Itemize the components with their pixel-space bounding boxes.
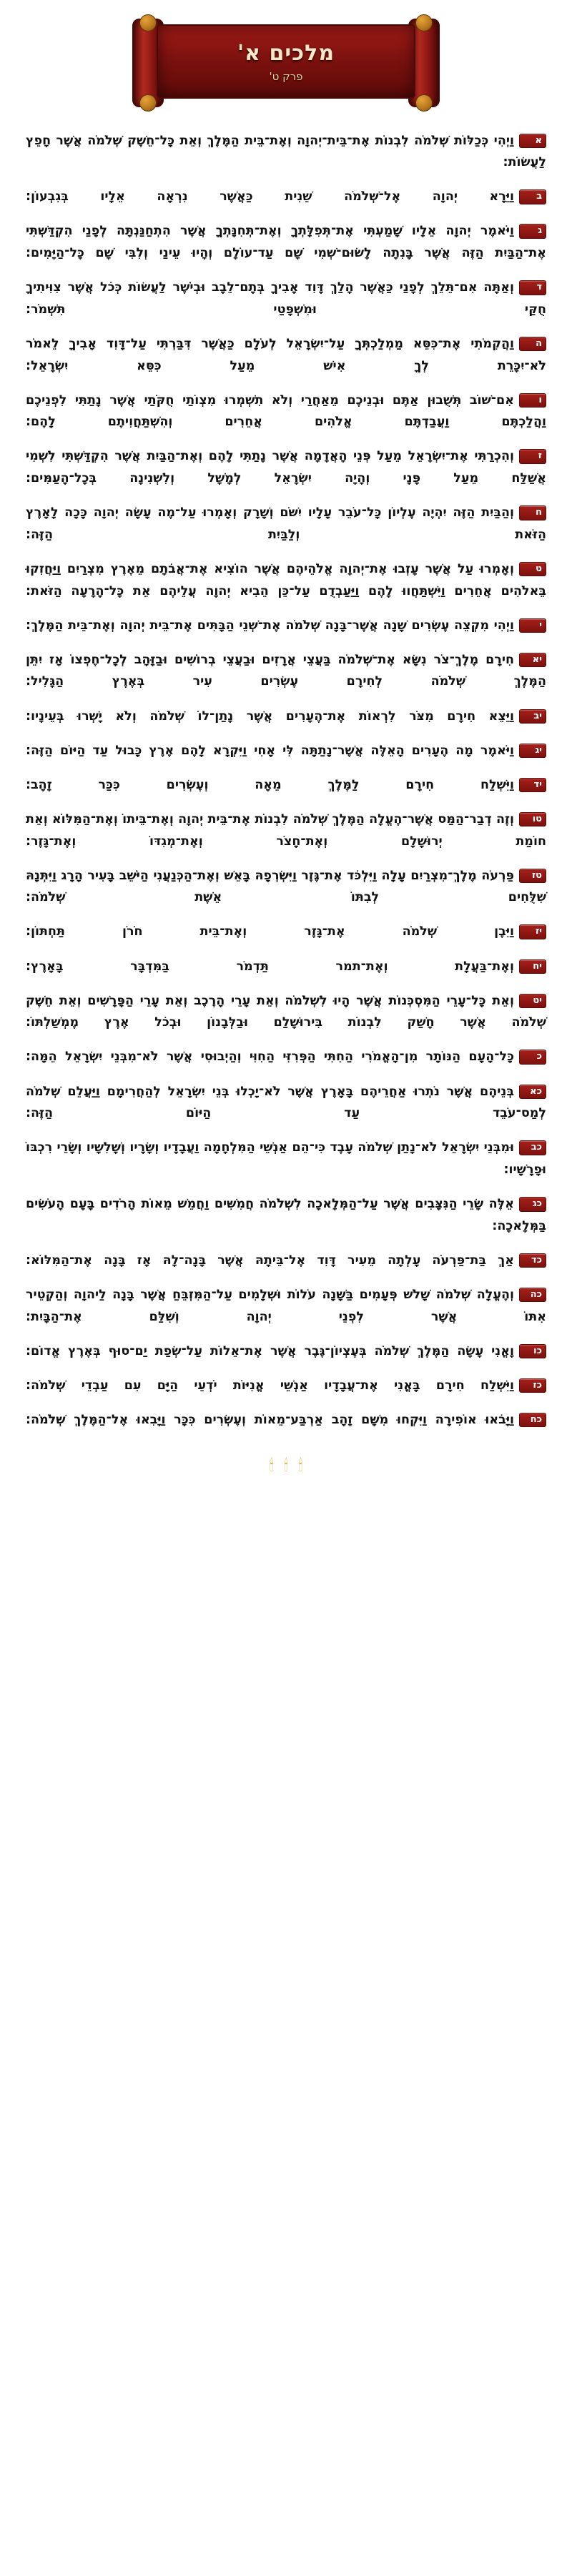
verse-number: א	[519, 134, 546, 149]
verse-number: יא	[519, 653, 546, 668]
verse-row	[26, 774, 546, 796]
verse-row	[26, 502, 546, 546]
verse-number: יח	[519, 959, 546, 974]
verse-text: כָּל־הָעָם הַנּוֹתָר מִן־הָאֱמֹרִי הַחִתִּי הַפְּרִזִּי הַחִוִּי וְהַיְבוּסִי אֲשֶׁר לֹא־מִבְּנֵי יִשְׂרָאֵל הֵמָּה:	[26, 1050, 514, 1065]
verse-text: וַיִּבֶן שְׁלֹמֹה אֶת־גָּזֶר וְאֶת־בֵּית חֹרֹן תַּחְתּוֹן:	[26, 924, 514, 939]
book-title: מלכים א'	[237, 40, 335, 66]
verse-number: יב	[519, 709, 546, 724]
verse-text: וְאֵת כָּל־עָרֵי הַמִּסְכְּנוֹת אֲשֶׁר הָיוּ לִשְׁלֹמֹה וְאֵת עָרֵי הָרֶכֶב וְאֵת עָרֵי הַפָּרָשִׁים וְאֵת חֵשֶׁק שְׁלֹמֹה אֲשֶׁר חָשַׁק לִבְנוֹת בִּירוּשָׁלִַם וּבַלְּבָנוֹן וּבְכֹל אֶרֶץ מֶמְשַׁלְתּוֹ:	[26, 993, 546, 1030]
verse-number: כא	[519, 1085, 546, 1100]
verse-row	[26, 558, 546, 602]
verse-text: וְאֶת־בַּעֲלָת וְאֶת־תמר תַּדְמֹר בַּמִּדְבָּר בָּאָרֶץ:	[26, 959, 514, 974]
footer-ornament	[0, 1443, 572, 1496]
scroll-graphic	[132, 19, 440, 104]
verse-number: ב	[519, 189, 546, 204]
verse-text: וַיְהִי מִקְצֵה עֶשְׂרִים שָׁנָה אֲשֶׁר־בָּנָה שְׁלֹמֹה אֶת־שְׁנֵי הַבָּתִּים אֶת־בֵּית יְהוָה וְאֶת־בֵּית הַמֶּלֶךְ:	[26, 618, 514, 633]
verse-row	[26, 615, 546, 637]
verse-row	[26, 445, 546, 489]
verse-row	[26, 865, 546, 909]
verse-number: כח	[519, 1413, 546, 1428]
chapter-label: פרק ט'	[269, 69, 303, 83]
verse-row	[26, 1137, 546, 1180]
verse-row	[26, 1409, 546, 1431]
verse-row	[26, 1081, 546, 1125]
verse-row	[26, 390, 546, 433]
verse-number: יט	[519, 994, 546, 1009]
verse-text: וָאֳנִי עָשָׂה הַמֶּלֶךְ שְׁלֹמֹה בְּעֶצְיוֹן־גֶּבֶר אֲשֶׁר אֶת־אֵלוֹת עַל־שְׂפַת יַם־סוּף בְּאֶרֶץ אֱדוֹם:	[26, 1343, 514, 1358]
verse-row	[26, 1375, 546, 1397]
verse-row	[26, 186, 546, 208]
verse-number: יד	[519, 778, 546, 793]
verse-row	[26, 956, 546, 978]
verse-text: וַיִּשְׁלַח חִירָם בָּאֳנִי אֶת־עֲבָדָיו אַנְשֵׁי אֳנִיּוֹת יֹדְעֵי הַיָּם עִם עַבְדֵי שְׁלֹמֹה:	[26, 1378, 514, 1393]
verse-row	[26, 1046, 546, 1068]
verse-number: כ	[519, 1050, 546, 1065]
verse-number: כג	[519, 1197, 546, 1212]
verse-row	[26, 130, 546, 174]
verse-text: וְזֶה דְבַר־הַמַּס אֲשֶׁר־הֶעֱלָה הַמֶּלֶךְ שְׁלֹמֹה לִבְנוֹת אֶת־בֵּית יְהוָה וְאֶת־בֵּיתוֹ וְאֶת־הַמִּלּוֹא וְאֵת חוֹמַת יְרוּשָׁלִָם וְאֶת־חָצֹר וְאֶת־מְגִדּוֹ וְאֶת־גָּזֶר:	[26, 811, 546, 849]
banner-body	[157, 24, 415, 99]
verse-text: וְהַבַּיִת הַזֶּה יִהְיֶה עֶלְיוֹן כָּל־עֹבֵר עָלָיו יִשֹּׁם וְשָׁרָק וְאָמְרוּ עַל־מֶה עָשָׂה יְהוָה כָּכָה לָאָרֶץ הַזֹּאת וְלַבַּיִת הַזֶּה:	[26, 505, 546, 542]
verse-text: חִירָם מֶלֶךְ־צֹר נִשָּׂא אֶת־שְׁלֹמֹה בַּעֲצֵי אֲרָזִים וּבַעֲצֵי בְרוֹשִׁים וּבַזָּהָב לְכָל־חֶפְצוֹ אָז יִתֵּן הַמֶּלֶךְ שְׁלֹמֹה לְחִירָם עֶשְׂרִים עִיר בְּאֶרֶץ הַגָּלִיל:	[26, 652, 546, 689]
verse-number: יז	[519, 924, 546, 939]
verse-text: וְהֶעֱלָה שְׁלֹמֹה שָׁלֹשׁ פְּעָמִים בַּשָּׁנָה עֹלוֹת וּשְׁלָמִים עַל־הַמִּזְבֵּחַ אֲשֶׁר בָּנָה לַיהוָה וְהַקְטֵיר אִתּוֹ אֲשֶׁר לִפְנֵי יְהוָה וְשִׁלַּם אֶת־הַבָּיִת:	[26, 1287, 546, 1324]
verse-number: כב	[519, 1140, 546, 1155]
verse-row	[26, 921, 546, 943]
verse-text: וַיְהִי כְּכַלּוֹת שְׁלֹמֹה לִבְנוֹת אֶת־בֵּית־יְהוָה וְאֶת־בֵּית הַמֶּלֶךְ וְאֵת כָּל־חֵשֶׁק שְׁלֹמֹה אֲשֶׁר חָפֵץ לַעֲשׂוֹת:	[26, 133, 546, 170]
verse-number: כז	[519, 1378, 546, 1393]
verse-text: וַיֹּאמֶר מָה הֶעָרִים הָאֵלֶּה אֲשֶׁר־נָתַתָּה לִּי אָחִי וַיִּקְרָא לָהֶם אֶרֶץ כָּבוּל עַד הַיּוֹם הַזֶּה:	[26, 743, 514, 758]
verse-row	[26, 706, 546, 728]
verse-number: טז	[519, 869, 546, 884]
verse-text: אִם־שׁוֹב תְּשֻׁבוּן אַתֶּם וּבְנֵיכֶם מֵאַחֲרַי וְלֹא תִשְׁמְרוּ מִצְוֹתַי חֻקֹּתַי אֲשֶׁר נָתַתִּי לִפְנֵיכֶם וַהֲלַכְתֶּם וַעֲבַדְתֶּם אֱלֹהִים אֲחֵרִים וְהִשְׁתַּחֲוִיתֶם לָהֶם:	[26, 393, 546, 430]
scroll-knob-icon	[415, 14, 433, 31]
verse-number: ה	[519, 337, 546, 352]
verse-row	[26, 649, 546, 693]
verse-text: וַיֹּאמֶר יְהוָה אֵלָיו שָׁמַעְתִּי אֶת־תְּפִלָּתְךָ וְאֶת־תְּחִנָּתְךָ אֲשֶׁר הִתְחַנַּנְתָּה לְפָנַי הִקְדַּשְׁתִּי אֶת־הַבַּיִת הַזֶּה אֲשֶׁר בָּנִתָה לָשׂוּם־שְׁמִי שָׁם עַד־עוֹלָם וְהָיוּ עֵינַי וְלִבִּי שָׁם כָּל־הַיָּמִים:	[26, 224, 546, 260]
verse-text: אֵלֶּה שָׂרֵי הַנִּצָּבִים אֲשֶׁר עַל־הַמְּלָאכָה לִשְׁלֹמֹה חֲמִשִּׁים וַחֲמֵשׁ מֵאוֹת הָרֹדִים בָּעָם הָעֹשִׂים בַּמְּלָאכָה:	[26, 1197, 546, 1233]
verse-row	[26, 220, 546, 264]
verse-number: ג	[519, 224, 546, 239]
verse-number: יג	[519, 744, 546, 759]
verse-number: טו	[519, 812, 546, 827]
verse-row	[26, 1250, 546, 1272]
candle-icon: 🕯	[283, 1456, 289, 1475]
verse-row	[26, 1341, 546, 1363]
scroll-knob-icon	[415, 94, 433, 112]
verse-text: בְּנֵיהֶם אֲשֶׁר נֹתְרוּ אַחֲרֵיהֶם בָּאָרֶץ אֲשֶׁר לֹא־יָכְלוּ בְּנֵי יִשְׂרָאֵל לְהַחֲרִימָם וַיַּעֲלֵם שְׁלֹמֹה לְמַס־עֹבֵד עַד הַיּוֹם הַזֶּה:	[26, 1084, 546, 1121]
scroll-knob-icon	[139, 94, 157, 112]
verse-text: וְאַתָּה אִם־תֵּלֵךְ לְפָנַי כַּאֲשֶׁר הָלַךְ דָּוִד אָבִיךָ בְּתָם־לֵבָב וּבְיֹשֶׁר לַעֲשׂוֹת כְּכֹל אֲשֶׁר צִוִּיתִיךָ חֻקַּי וּמִשְׁפָּטַי תִּשְׁמֹר:	[26, 280, 546, 317]
verse-number: ח	[519, 505, 546, 520]
verse-text: וְהִכְרַתִּי אֶת־יִשְׂרָאֵל מֵעַל פְּנֵי הָאֲדָמָה אֲשֶׁר נָתַתִּי לָהֶם וְאֶת־הַבַּיִת אֲשֶׁר הִקְדַּשְׁתִּי לִשְׁמִי אֲשַׁלַּח מֵעַל פָּנָי וְהָיָה יִשְׂרָאֵל לְמָשָׁל וְלִשְׁנִינָה בְּכָל־הָעַמִּים:	[26, 449, 546, 485]
scroll-knob-icon	[139, 14, 157, 31]
verse-number: ז	[519, 449, 546, 464]
verse-number: ד	[519, 280, 546, 295]
candle-icon: 🕯	[269, 1456, 274, 1475]
verse-row	[26, 333, 546, 377]
verse-number: ט	[519, 562, 546, 577]
verse-row	[26, 277, 546, 320]
chapter-banner	[0, 0, 572, 117]
verse-number: י	[519, 618, 546, 633]
verse-row	[26, 740, 546, 762]
verse-list	[0, 130, 572, 1431]
verse-text: וַיָּבֹאוּ אוֹפִירָה וַיִּקְחוּ מִשָּׁם זָהָב אַרְבַּע־מֵאוֹת וְעֶשְׂרִים כִּכָּר וַיָּבִאוּ אֶל־הַמֶּלֶךְ שְׁלֹמֹה:	[26, 1412, 514, 1427]
verse-text: וַיִּשְׁלַח חִירָם לַמֶּלֶךְ מֵאָה וְעֶשְׂרִים כִּכַּר זָהָב:	[26, 777, 514, 792]
verse-row	[26, 990, 546, 1034]
verse-number: כה	[519, 1288, 546, 1303]
verse-text: וְאָמְרוּ עַל אֲשֶׁר עָזְבוּ אֶת־יְהוָה אֱלֹהֵיהֶם אֲשֶׁר הוֹצִיא אֶת־אֲבֹתָם מֵאֶרֶץ מִצְרַיִם וַיַּחֲזִקוּ בֵּאלֹהִים אֲחֵרִים וַיִּשְׁתַּחֲווּ לָהֶם וַיַּעַבְדֻם עַל־כֵּן הֵבִיא יְהוָה עֲלֵיהֶם אֵת כָּל־הָרָעָה הַזֹּאת:	[26, 561, 546, 598]
verse-row	[26, 1284, 546, 1328]
verse-text: פַּרְעֹה מֶלֶךְ־מִצְרַיִם עָלָה וַיִּלְכֹּד אֶת־גֶּזֶר וַיִּשְׂרְפָהּ בָּאֵשׁ וְאֶת־הַכְּנַעֲנִי הַיֹּשֵׁב בָּעִיר הָרָג וַיִּתְּנָהּ שִׁלֻּחִים לְבִתּוֹ אֵשֶׁת שְׁלֹמֹה:	[26, 868, 546, 905]
verse-number: כד	[519, 1253, 546, 1268]
verse-text: וּמִבְּנֵי יִשְׂרָאֵל לֹא־נָתַן שְׁלֹמֹה עָבֶד כִּי־הֵם אַנְשֵׁי הַמִּלְחָמָה וַעֲבָדָיו וְשָׂרָיו וְשָׁלִשָׁיו וְשָׂרֵי רִכְבּוֹ וּפָרָשָׁיו:	[26, 1140, 546, 1177]
candle-icon: 🕯	[298, 1456, 303, 1475]
verse-row	[26, 809, 546, 852]
verse-row	[26, 1193, 546, 1237]
verse-text: אַךְ בַּת־פַּרְעֹה עָלְתָה מֵעִיר דָּוִד אֶל־בֵּיתָהּ אֲשֶׁר בָּנָה־לָהּ אָז בָּנָה אֶת־הַמִּלּוֹא:	[26, 1253, 514, 1268]
verse-text: וַיֵּרָא יְהוָה אֶל־שְׁלֹמֹה שֵׁנִית כַּאֲשֶׁר נִרְאָה אֵלָיו בְּגִבְעוֹן:	[26, 189, 514, 204]
verse-number: כו	[519, 1344, 546, 1359]
verse-text: וַהֲקִמֹתִי אֶת־כִּסֵּא מַמְלַכְתְּךָ עַל־יִשְׂרָאֵל לְעֹלָם כַּאֲשֶׁר דִּבַּרְתִּי עַל־דָּוִד אָבִיךָ לֵאמֹר לֹא־יִכָּרֵת לְךָ אִישׁ מֵעַל כִּסֵּא יִשְׂרָאֵל:	[26, 336, 546, 373]
verse-text: וַיֵּצֵא חִירָם מִצֹּר לִרְאוֹת אֶת־הֶעָרִים אֲשֶׁר נָתַן־לוֹ שְׁלֹמֹה וְלֹא יָשְׁרוּ בְּעֵינָיו:	[26, 709, 514, 724]
verse-number: ו	[519, 393, 546, 408]
